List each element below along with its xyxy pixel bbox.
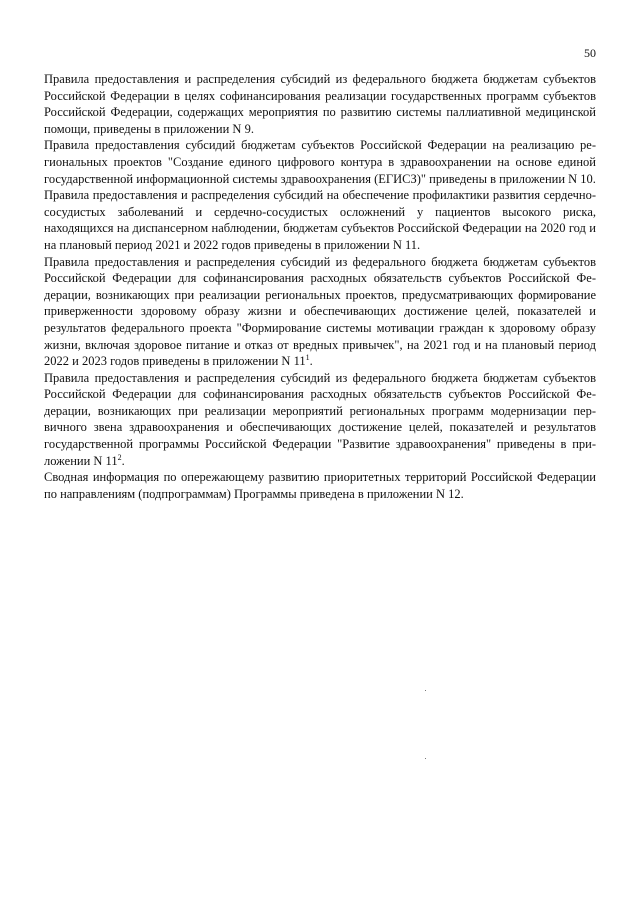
page-number: 50 — [584, 46, 596, 60]
paragraph-summary-priority-territories: Сводная информация по опережающему развитию приоритетных территорий Российской Федерации по направлениям (подпрограммам) Программы приведена в приложении N 12. — [44, 470, 596, 501]
scan-speck — [425, 690, 426, 691]
paragraph-rules-egisz: Правила предоставления субсидий бюджетам субъектов Российской Федерации на реализацию региональных проектов "Создание единого цифрового контура в здравоохранении на основе единой государственной информационной системы здравоохранения (ЕГИСЗ)" приведены в приложении N 10. — [44, 138, 596, 186]
footnote-marker: 2 — [117, 452, 122, 462]
paragraph-rules-healthy-lifestyle: Правила предоставления и распределения субсидий из федерального бюджета бюджетам субъектов Российской Федерации для софинансирования расходных обязательств субъектов Российской Федерации, возникающих при реализации региональных проектов, предусматривающих формирование приверженности здоровому образу жизни и обеспечивающих достижение целей, показателей и результатов федерального проекта "Формирование системы мотивации граждан к здоровому образу жизни, включая здоровое питание и отказ от вредных привычек", на 2021 год и на плановый период 2022 и 2023 годов приведены в приложении N $11^1$. — [44, 254, 596, 369]
footnote-marker: 1 — [305, 352, 310, 362]
paragraph-rules-primary-care: Правила предоставления и распределения субсидий из федерального бюджета бюджетам субъектов Российской Федерации для софинансирования расходных обязательств субъектов Российской Федерации, возникающих при реализации мероприятий региональных программ модернизации первичного звена здравоохранения и обеспечивающих достижение целей, показателей и результатов государственной программы Российской Федерации "Развитие здравоохранения" приведены в приложении N $11^2$. — [44, 370, 596, 468]
paragraph-rules-palliative-care: Правила предоставления и распределения субсидий из федерального бюджета бюджетам субъектов Российской Федерации в целях софинансирования реализации государственных программ субъектов Российской Федерации, содержащих мероприятия по развитию системы паллиативной медицинской помощи, приведены в приложении N 9. — [44, 72, 596, 136]
scan-speck — [425, 758, 426, 759]
document-body — [44, 71, 596, 502]
paragraph-rules-cardiovascular: Правила предоставления и распределения субсидий на обеспечение профилактики развития сердечно-сосудистых заболеваний и сердечно-сосудистых осложнений у пациентов высокого риска, находящихся на диспансерном наблюдении, бюджетам субъектов Российской Федерации на 2020 год и на плановый период 2021 и 2022 годов приведены в приложении N 11. — [44, 188, 596, 252]
